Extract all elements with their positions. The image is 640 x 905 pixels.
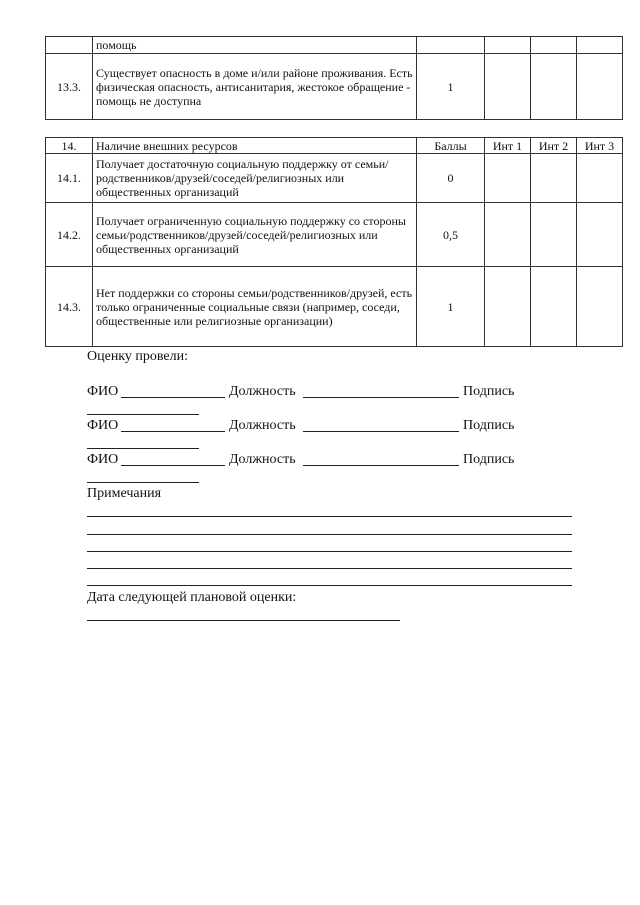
signature-line[interactable] — [87, 448, 199, 449]
int3-cell — [577, 154, 623, 203]
section-number: 14. — [46, 138, 93, 154]
position-label: Должность — [229, 418, 296, 433]
signature-label: Подпись — [463, 452, 515, 467]
fio-line[interactable] — [121, 431, 225, 432]
notes-line[interactable] — [87, 585, 572, 586]
table-row — [46, 267, 623, 347]
table-row — [46, 54, 623, 120]
position-line[interactable] — [303, 431, 459, 432]
fio-line[interactable] — [121, 397, 225, 398]
row-score: 0,5 — [417, 203, 485, 267]
int2-cell — [531, 37, 577, 54]
table-row — [46, 203, 623, 267]
table-row — [46, 37, 623, 54]
int1-column-header: Инт 1 — [485, 138, 531, 154]
row-description: Получает достаточную социальную поддержку от семьи/родственников/друзей/соседей/религиозных или общественных организаций — [93, 154, 417, 203]
signature-line[interactable] — [87, 414, 199, 415]
int2-cell — [531, 54, 577, 120]
signature-line[interactable] — [87, 482, 199, 483]
fio-label: ФИО — [87, 384, 119, 399]
int1-cell — [485, 203, 531, 267]
score-column-header: Баллы — [417, 138, 485, 154]
row-description: помощь — [93, 37, 417, 54]
table-section-13-continued — [45, 36, 623, 120]
row-number: 13.3. — [46, 54, 93, 120]
row-score — [417, 37, 485, 54]
position-line[interactable] — [303, 465, 459, 466]
int1-cell — [485, 154, 531, 203]
assessment-heading: Оценку провели: — [87, 349, 189, 364]
int1-cell — [485, 37, 531, 54]
int1-cell — [485, 54, 531, 120]
position-label: Должность — [229, 452, 296, 467]
row-score: 1 — [417, 267, 485, 347]
int2-cell — [531, 267, 577, 347]
row-number — [46, 37, 93, 54]
fio-label: ФИО — [87, 452, 119, 467]
fio-label: ФИО — [87, 418, 119, 433]
int2-cell — [531, 203, 577, 267]
table-header-row — [46, 138, 623, 154]
int3-cell — [577, 267, 623, 347]
row-number: 14.3. — [46, 267, 93, 347]
notes-line[interactable] — [87, 568, 572, 569]
section-title: Наличие внешних ресурсов — [93, 138, 417, 154]
row-number: 14.1. — [46, 154, 93, 203]
notes-line[interactable] — [87, 551, 572, 552]
int2-cell — [531, 154, 577, 203]
notes-line[interactable] — [87, 534, 572, 535]
next-date-line[interactable] — [87, 620, 400, 621]
int3-cell — [577, 54, 623, 120]
notes-line[interactable] — [87, 516, 572, 517]
table-row — [46, 154, 623, 203]
row-description: Нет поддержки со стороны семьи/родственников/друзей, есть только ограниченные социальные связи (например, соседи, общественные или религиозные организации) — [93, 267, 417, 347]
fio-line[interactable] — [121, 465, 225, 466]
table-section-14 — [45, 137, 623, 347]
int1-cell — [485, 267, 531, 347]
notes-label: Примечания — [87, 486, 162, 501]
row-score: 0 — [417, 154, 485, 203]
position-label: Должность — [229, 384, 296, 399]
row-description: Получает ограниченную социальную поддержку со стороны семьи/родственников/друзей/соседей/религиозных или общественных организаций — [93, 203, 417, 267]
signature-label: Подпись — [463, 384, 515, 399]
signature-label: Подпись — [463, 418, 515, 433]
int3-cell — [577, 37, 623, 54]
row-number: 14.2. — [46, 203, 93, 267]
int2-column-header: Инт 2 — [531, 138, 577, 154]
row-score: 1 — [417, 54, 485, 120]
next-date-label: Дата следующей плановой оценки: — [87, 590, 297, 605]
position-line[interactable] — [303, 397, 459, 398]
row-description: Существует опасность в доме и/или районе проживания. Есть физическая опасность, антисанитария, жестокое обращение - помощь не доступна — [93, 54, 417, 120]
int3-cell — [577, 203, 623, 267]
int3-column-header: Инт 3 — [577, 138, 623, 154]
